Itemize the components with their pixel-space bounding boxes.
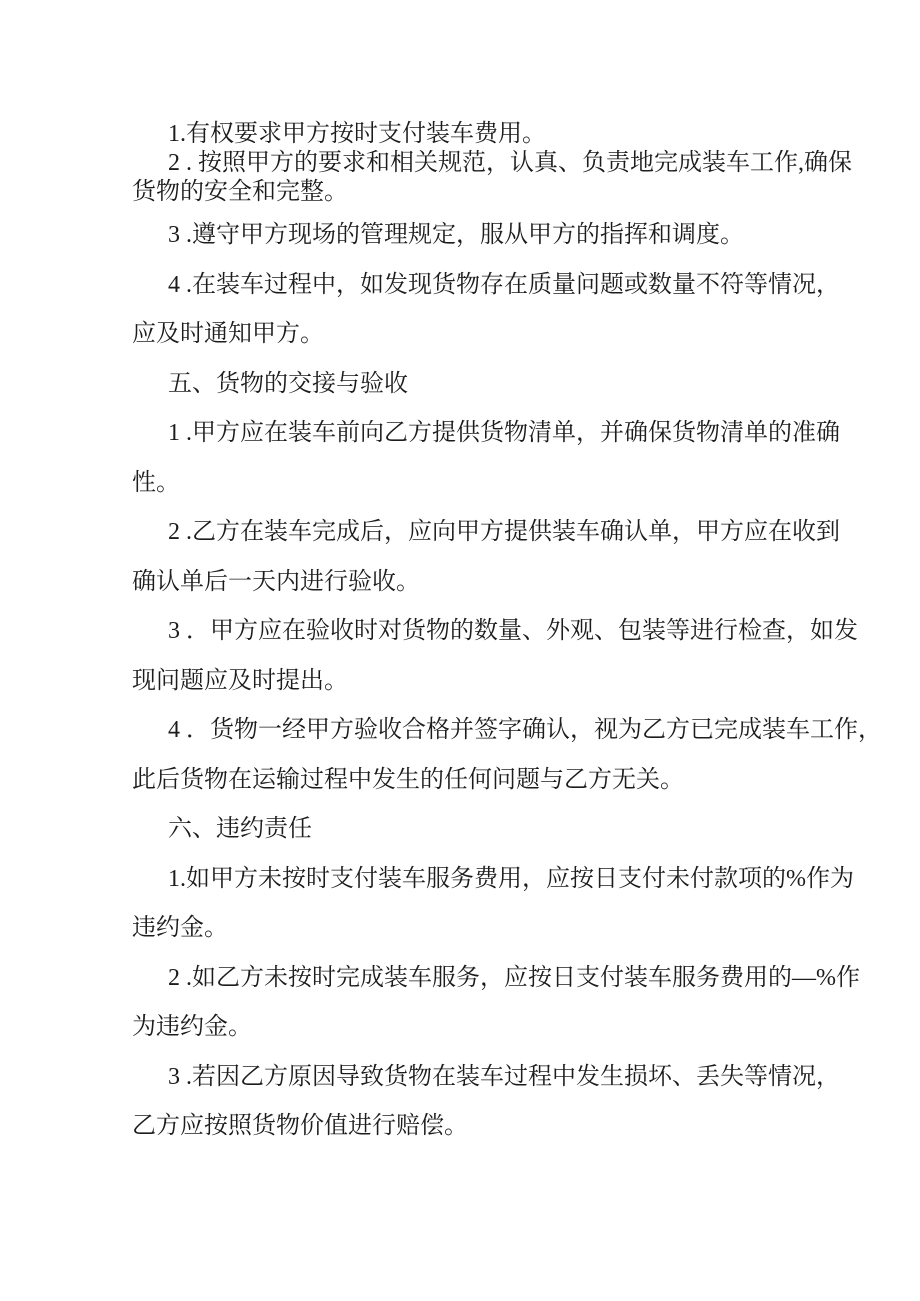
text-line: 货物的安全和完整。 (132, 179, 348, 205)
text-line: 现问题应及时提出。 (132, 667, 348, 694)
text-line: 3 ．甲方应在验收时对货物的数量、外观、包装等进行检查，如发 (168, 618, 858, 644)
text-line: 4 ．货物一经甲方验收合格并签字确认，视为乙方已完成装车工作， (168, 717, 882, 743)
text-line: 1.有权要求甲方按时支付装车费用。 (168, 121, 546, 147)
text-line: 六、违约责任 (168, 816, 312, 842)
text-line: 2 .乙方在装车完成后，应向甲方提供装车确认单，甲方应在收到 (168, 519, 840, 545)
text-line: 3 .若因乙方原因导致货物在装车过程中发生损坏、丢失等情况， (168, 1063, 840, 1090)
text-line: 应及时通知甲方。 (132, 321, 324, 347)
text-line: 1.如甲方未按时支付装车服务费用，应按日支付未付款项的%作为 (168, 865, 854, 892)
text-line: 此后货物在运输过程中发生的任何问题与乙方无关。 (132, 766, 684, 793)
text-line: 违约金。 (132, 915, 228, 941)
document-body (132, 120, 890, 1152)
text-line: 3 .遵守甲方现场的管理规定，服从甲方的指挥和调度。 (168, 222, 744, 248)
text-line: 五、货物的交接与验收 (168, 370, 408, 397)
text-line: 2 . 按照甲方的要求和相关规范，认真、负责地完成装车工作,确保 (168, 150, 852, 176)
text-line: 性。 (132, 469, 180, 496)
text-line: 为违约金。 (132, 1014, 252, 1040)
text-line: 确认单后一天内进行验收。 (132, 568, 420, 595)
text-line: 乙方应按照货物价值进行赔偿。 (132, 1113, 468, 1139)
text-line: 2 .如乙方未按时完成装车服务，应按日支付装车服务费用的—%作 (168, 964, 860, 991)
text-line: 1 .甲方应在装车前向乙方提供货物清单，并确保货物清单的准确 (168, 420, 840, 446)
text-line: 4 .在装车过程中，如发现货物存在质量问题或数量不符等情况， (168, 271, 840, 298)
